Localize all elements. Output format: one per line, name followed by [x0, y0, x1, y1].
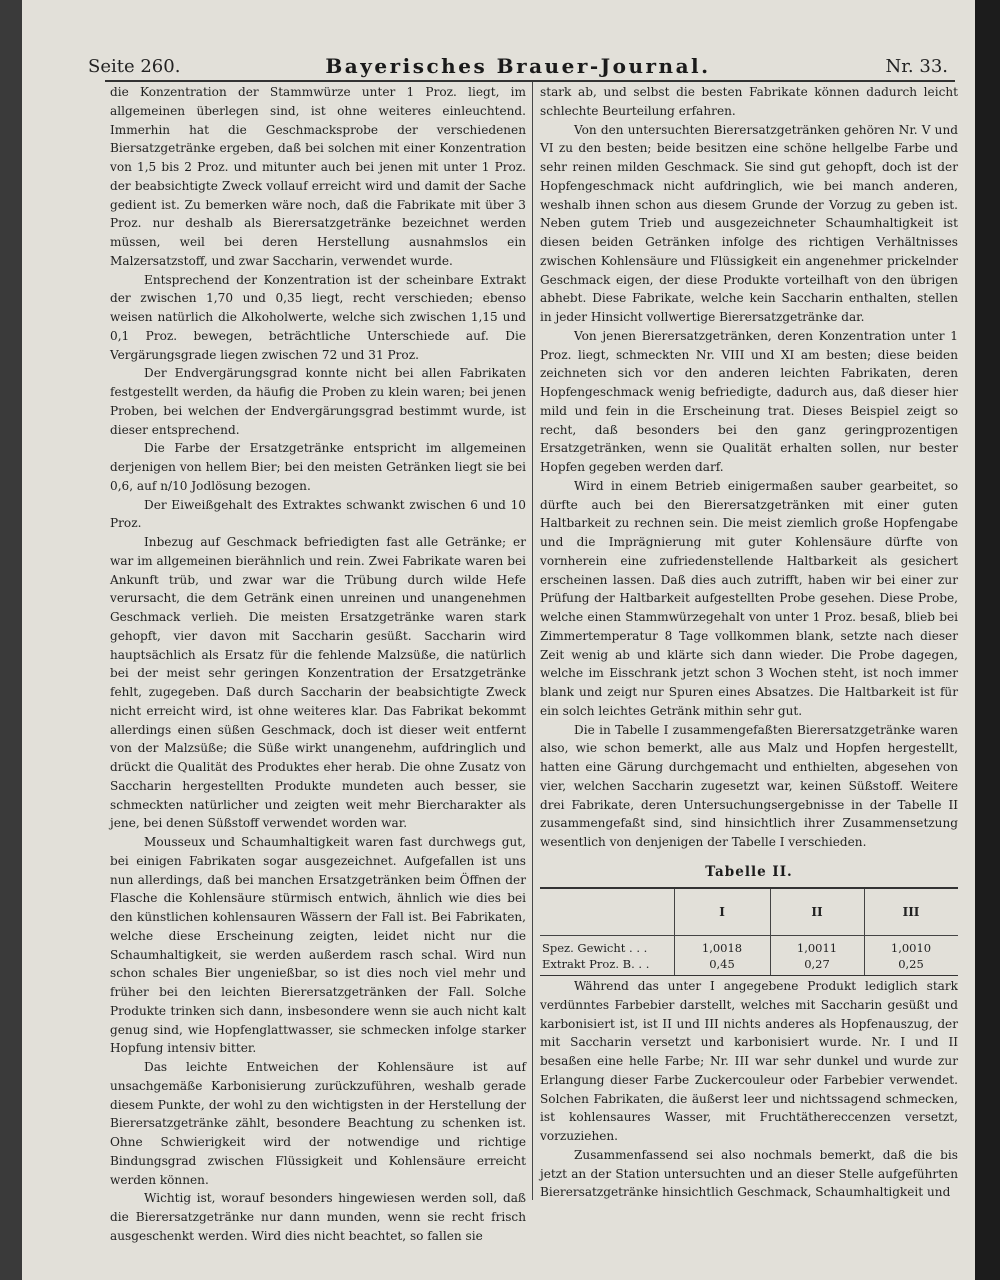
- header-rule: [105, 80, 955, 82]
- paragraph: Die in Tabelle I zusammengefaßten Bierersatzgetränke waren also, wie schon bemerkt, alle aus Malz und Hopfen hergestellt, hatten eine Gärung durchgemacht und enthielten, abgesehen von vier, welchen Saccharin zugesetzt war, keinen Süßstoff. Weitere drei Fabrikate, deren Untersuchungsergebnisse in der Tabelle II zusammengefaßt sind, sind hinsichtlich ihrer Zusammensetzung wesentlich von denjenigen der Tabelle I verschieden.: [540, 722, 958, 849]
- book-binding-edge: [975, 0, 1000, 1280]
- table-divider: [674, 889, 675, 975]
- right-column-bottom: [540, 977, 958, 1202]
- left-column: [110, 83, 526, 1246]
- table-row-label: Extrakt Proz. B. . .: [542, 957, 650, 971]
- paragraph: Von den untersuchten Bierersatzgetränken gehören Nr. V und VI zu den besten; beide besitzen eine schöne hellgelbe Farbe und sehr reinen milden Geschmack. Sie sind gut gehopft, doch ist der Hopfengeschmack nicht aufdringlich, wie bei manch anderen, weshalb ihnen schon aus diesem Grunde der Vorzug zu geben ist. Neben gutem Trieb und ausgezeichneter Schaumhaltigkeit ist diesen beiden Getränken infolge des richtigen Verhältnisses zwischen Kohlensäure und Flüssigkeit ein angenehmer prickelnder Geschmack eigen, der diese Produkte vorteilhaft von den übrigen abhebt. Diese Fabrikate, welche kein Saccharin enthalten, stellen in jeder Hinsicht vollwertige Bierersatzgetränke dar.: [540, 122, 958, 324]
- paragraph: Entsprechend der Konzentration ist der scheinbare Extrakt der zwischen 1,70 und 0,35 liegt, recht verschieden; ebenso weisen natürlich die Alkoholwerte, welche sich zwischen 1,15 und 0,1 Proz. bewegen, beträchtliche Unterschiede auf. Die Vergärungsgrade liegen zwischen 72 und 31 Proz.: [110, 272, 526, 362]
- paragraph: Das leichte Entweichen der Kohlensäure ist auf unsachgemäße Karbonisierung zurückzuführen, weshalb gerade diesem Punkte, der wohl zu den wichtigsten in der Herstellung der Bierersatzgetränke zählt, besondere Beachtung zu schenken ist. Ohne Schwierigkeit wird der notwendige und richtige Bindungsgrad zwischen Flüssigkeit und Kohlensäure erreicht werden können.: [110, 1060, 526, 1187]
- table-header-cell: I: [719, 905, 725, 919]
- paragraph: Inbezug auf Geschmack befriedigten fast alle Getränke; er war im allgemeinen bierähnlich und rein. Zwei Fabrikate waren bei Ankunft trüb, und zwar war die Trübung durch wilde Hefe verursacht, die dem Getränk einen unreinen und unangenehmen Geschmack verlieh. Die meisten Ersatzgetränke waren stark gehopft, vier davon mit Saccharin gesüßt. Saccharin wird hauptsächlich als Ersatz für die fehlende Malzsüße, die natürlich bei der meist sehr geringen Konzentration der Ersatzgetränke fehlt, zugegeben. Daß durch Saccharin der beabsichtigte Zweck nicht erreicht wird, ist ohne weiteres klar. Das Fabrikat bekommt allerdings einen süßen Geschmack, doch ist dieser weit entfernt von der Malzsüße; die Süße wirkt unangenehm, aufdringlich und drückt die Qualität des Produktes eher herab. Die ohne Zusatz von Saccharin hergestellten Produkte mundeten auch besser, sie schmeckten natürlicher und zeigten weit mehr Biercharakter als jene, bei denen Süßstoff verwendet worden war.: [110, 535, 526, 831]
- table-divider: [770, 889, 771, 975]
- table-header-cell: II: [811, 905, 823, 919]
- table-cell: 0,25: [898, 957, 924, 971]
- table-cell: 1,0011: [796, 941, 838, 955]
- table-cell: 1,0010: [890, 941, 932, 955]
- table-row-label: Spez. Gewicht . . .: [542, 941, 648, 955]
- paragraph: Wichtig ist, worauf besonders hingewiesen werden soll, daß die Bierersatzgetränke nur dann munden, wenn sie recht frisch ausgeschenkt werden. Wird dies nicht beachtet, so fallen sie: [110, 1191, 526, 1243]
- paragraph: Wird in einem Betrieb einigermaßen sauber gearbeitet, so dürfte auch bei den Bierersatzgetränken mit einer guten Haltbarkeit zu rechnen sein. Die meist ziemlich große Hopfengabe und die Imprägnierung mit guter Kohlensäure dürfte von vornherein eine zufriedenstellende Haltbarkeit als gesichert erscheinen lassen. Daß dies auch zutrifft, haben wir bei einer zur Prüfung der Haltbarkeit aufgestellten Probe gesehen. Diese Probe, welche einen Stammwürzegehalt von unter 1 Proz. besaß, blieb bei Zimmertemperatur 8 Tage vollkommen blank, setzte nach dieser Zeit wenig ab und klärte sich dann wieder. Die Probe dagegen, welche im Eisschrank jetzt schon 3 Wochen steht, ist noch immer blank und zeigt nur Spuren eines Absatzes. Die Haltbarkeit ist für ein solch leichtes Getränk mithin sehr gut.: [540, 478, 958, 718]
- issue-number: Nr. 33.: [885, 56, 948, 77]
- paragraph: Die Farbe der Ersatzgetränke entspricht im allgemeinen derjenigen von hellem Bier; bei den meisten Getränken liegt sie bei 0,6, auf n/10 Jodlösung bezogen.: [110, 441, 526, 493]
- paragraph: Zusammenfassend sei also nochmals bemerkt, daß die bis jetzt an der Station untersuchten und an dieser Stelle aufgeführten Bierersatzgetränke hinsichtlich Geschmack, Schaumhaltigkeit und: [540, 1147, 958, 1200]
- journal-title: Bayerisches Brauer-Journal.: [325, 54, 711, 78]
- table-header-cell: III: [902, 905, 920, 919]
- right-column-top: [540, 83, 958, 852]
- paragraph: Von jenen Bierersatzgetränken, deren Konzentration unter 1 Proz. liegt, schmeckten Nr. VIII und XI am besten; diese beiden zeichneten sich vor den anderen leichten Fabrikaten, deren Hopfengeschmack wenig befriedigte, dadurch aus, daß dieser hier mild und fein in die Erscheinung trat. Dieses Beispiel zeigt so recht, daß besonders bei den ganz geringprozentigen Ersatzgetränken, wenn sie Qualität erhalten sollen, nur bester Hopfen gegeben werden darf.: [540, 328, 958, 474]
- table-divider: [864, 889, 865, 975]
- paragraph: Der Eiweißgehalt des Extraktes schwankt zwischen 6 und 10 Proz.: [110, 497, 526, 531]
- data-table: [540, 887, 958, 976]
- page-header: [88, 52, 948, 82]
- column-divider: [532, 82, 533, 1200]
- page-number: Seite 260.: [88, 56, 181, 77]
- table-caption: Tabelle II.: [705, 864, 793, 880]
- table-cell: 1,0018: [701, 941, 743, 955]
- table-cell: 0,45: [709, 957, 735, 971]
- table-cell: 0,27: [804, 957, 830, 971]
- paragraph: Mousseux und Schaumhaltigkeit waren fast durchwegs gut, bei einigen Fabrikaten sogar ausgezeichnet. Aufgefallen ist uns nun allerdings, daß bei manchen Ersatzgetränken beim Öffnen der Flasche die Kohlensäure stürmisch entwich, ähnlich wie dies bei den künstlichen kohlensauren Wässern der Fall ist. Bei Fabrikaten, welche diese Erscheinung zeigten, leidet nicht nur die Schaumhaltigkeit, sie werden außerdem rasch schal. Wird nun schon schales Bier ungenießbar, so ist dies noch viel mehr und früher bei den leichten Bierersatzgetränken der Fall. Solche Produkte trinken sich dann, insbesondere wenn sie auch nicht kalt genug sind, wie Hopfenglattwasser, sie schmecken infolge starker Hopfung intensiv bitter.: [110, 835, 526, 1056]
- paragraph: die Konzentration der Stammwürze unter 1 Proz. liegt, im allgemeinen überlegen sind, ist ohne weiteres einleuchtend. Immerhin hat die Geschmacksprobe der verschiedenen Biersatzgetränke ergeben, daß bei solchen mit einer Konzentration von 1,5 bis 2 Proz. und mitunter auch bei jenen mit unter 1 Proz. der beabsichtigte Zweck vollauf erreicht wird und damit der Sache gedient ist. Zu bemerken wäre noch, daß die Fabrikate mit über 3 Proz. nur deshalb als Bierersatzgetränke bezeichnet werden müssen, weil bei deren Herstellung ausnahmslos ein Malzersatzstoff, und zwar Saccharin, verwendet wurde.: [110, 85, 526, 268]
- paragraph: Während das unter I angegebene Produkt lediglich stark verdünntes Farbebier darstellt, welches mit Saccharin gesüßt und karbonisiert ist, ist II und III nichts anderes als Hopfenauszug, der mit Saccharin versetzt und karbonisiert wurde. Nr. I und II besaßen eine helle Farbe; Nr. III war sehr dunkel und wurde zur Erlangung dieser Farbe Zuckercouleur oder Farbebier verwendet. Solchen Fabrikaten, die äußerst leer und nichtssagend schmecken, ist kohlensaures Wasser, mit Fruchtätherессenzen versetzt, vorzuziehen.: [540, 979, 958, 1143]
- paragraph: Der Endvergärungsgrad konnte nicht bei allen Fabrikaten festgestellt werden, da häufig die Proben zu klein waren; bei jenen Proben, bei welchen der Endvergärungsgrad bestimmt wurde, ist dieser entsprechend.: [110, 366, 526, 437]
- paragraph: stark ab, und selbst die besten Fabrikate können dadurch leicht schlechte Beurteilung erfahren.: [540, 85, 958, 118]
